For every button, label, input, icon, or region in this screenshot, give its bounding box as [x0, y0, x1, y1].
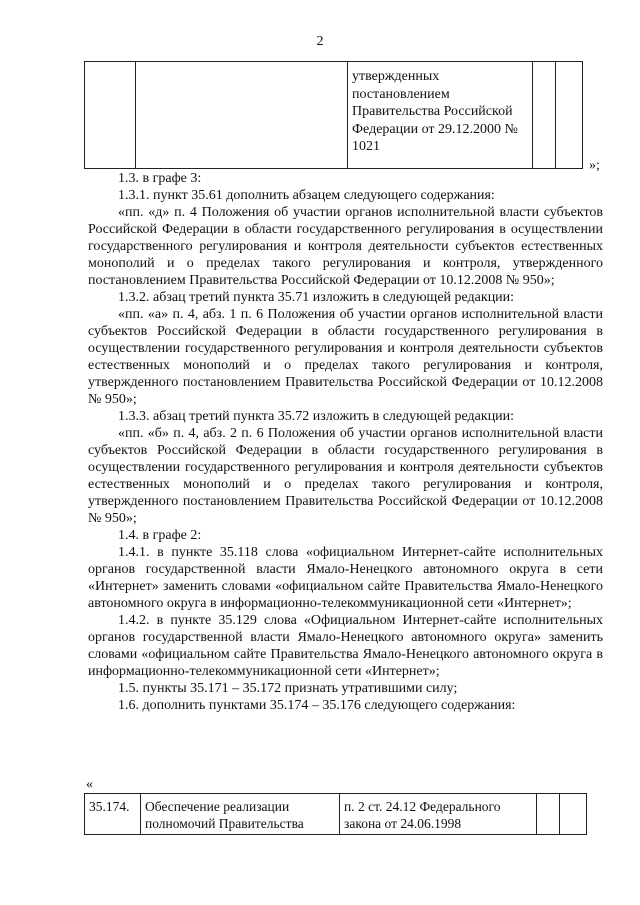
table-cell — [560, 794, 587, 835]
paragraph: 1.4. в графе 2: — [118, 528, 202, 543]
paragraph: 1.4.2. в пункте 35.129 слова «Официальном Интернет-сайте исполнительных органов государственной власти Ямало-Ненецкого автономного округа» заменить словами «официальном сайте Правительства Ямало-Ненецкого автономного округа в информационно-телекоммуникационной сети «Интернет»; — [88, 613, 603, 679]
page-number: 2 — [316, 34, 324, 49]
table-cell — [556, 62, 583, 169]
table-cell — [136, 62, 348, 169]
paragraph: «пп. «б» п. 4, абз. 2 п. 6 Положения об участии органов исполнительной власти субъектов Российской Федерации в области государственного регулирования в осуществлении государственного регулирования и контроля деятельности субъектов естественных монополий и о пределах такого регулирования и контроля, утвержденного постановлением Правительства Российской Федерации от 10.12.2008 № 950»; — [88, 426, 603, 526]
table-row — [85, 62, 583, 169]
paragraph: 1.3.3. абзац третий пункта 35.72 изложить в следующей редакции: — [118, 409, 515, 424]
paragraph: «пп. «а» п. 4, абз. 1 п. 6 Положения об участии органов исполнительной власти субъектов Российской Федерации в области государственного регулирования в осуществлении государственного регулирования и контроля деятельности субъектов естественных монополий и о пределах такого регулирования и контроля, утвержденного постановлением Правительства Российской Федерации от 10.12.2008 № 950»; — [88, 307, 603, 407]
table-cell — [85, 62, 136, 169]
table-cell — [533, 62, 556, 169]
document-body — [88, 170, 603, 714]
paragraph: 1.6. дополнить пунктами 35.174 – 35.176 следующего содержания: — [118, 698, 516, 713]
table-cell: Обеспечение реализации полномочий Правительства — [141, 794, 340, 835]
table-cell: 35.174. — [85, 794, 141, 835]
paragraph: 1.3.2. абзац третий пункта 35.71 изложить в следующей редакции: — [118, 290, 515, 305]
table-cell: п. 2 ст. 24.12 Федерального закона от 24.06.1998 — [340, 794, 537, 835]
bottom-table — [84, 793, 587, 835]
paragraph: 1.3. в графе 3: — [118, 171, 202, 186]
closing-quote: »; — [589, 158, 600, 173]
table-cell: утвержденных постановлением Правительства Российской Федерации от 29.12.2000 № 1021 — [348, 62, 533, 169]
table-row — [85, 794, 587, 835]
table-cell — [537, 794, 560, 835]
paragraph: 1.3.1. пункт 35.61 дополнить абзацем следующего содержания: — [118, 188, 495, 203]
paragraph: «пп. «д» п. 4 Положения об участии органов исполнительной власти субъектов Российской Федерации в области государственного регулирования в осуществлении государственного регулирования и контроля деятельности субъектов естественных монополий и о пределах такого регулирования и контроля, утвержденного постановлением Правительства Российской Федерации от 10.12.2008 № 950»; — [88, 205, 603, 288]
top-table — [84, 61, 583, 169]
paragraph: 1.4.1. в пункте 35.118 слова «официальном Интернет-сайте исполнительных органов государственной власти Ямало-Ненецкого автономного округа в сети «Интернет» заменить словами «официальном сайте Правительства Ямало-Ненецкого автономного округа в информационно-телекоммуникационной сети «Интернет»; — [88, 545, 603, 611]
opening-quote: « — [86, 777, 93, 792]
paragraph: 1.5. пункты 35.171 – 35.172 признать утратившими силу; — [118, 681, 458, 696]
